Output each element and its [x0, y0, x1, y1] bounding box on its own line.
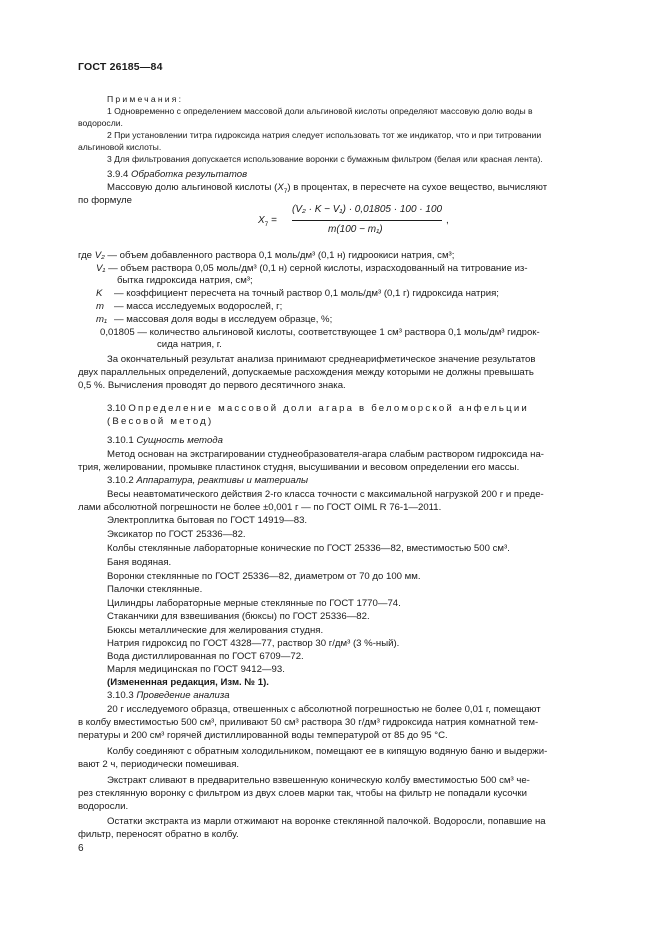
formula-fraction-bar	[292, 220, 442, 221]
procedure-line: Остатки экстракта из марли отжимают на воронке стеклянной палочкой. Водоросли, попавшие на	[107, 816, 546, 827]
formula-lhs-var: X	[258, 215, 265, 226]
var-v1	[96, 263, 636, 275]
var-m-symbol: m	[96, 301, 104, 312]
note-1-line-2: водоросли.	[78, 118, 123, 128]
var-v1-cont: бытка гидроксида натрия, см³;	[117, 275, 253, 286]
section-3-10-heading	[107, 403, 647, 415]
equipment-item: лами абсолютной погрешности не более ±0,001 г — по ГОСТ OIML R 76-1—2011.	[78, 502, 442, 513]
equipment-item: Баня водяная.	[107, 557, 172, 568]
var-constant	[100, 327, 640, 339]
formula-denominator: m(100 − m₁)	[328, 224, 383, 235]
equipment-item: Марля медицинская по ГОСТ 9412—93.	[107, 664, 285, 675]
note-1-line-1: 1 Одновременно с определением массовой доли альгиновой кислоты определяют массовую долю воды в	[107, 106, 533, 116]
document-header-code: ГОСТ 26185—84	[78, 61, 163, 73]
section-title: Проведение анализа	[136, 690, 230, 701]
section-3-9-4-heading	[107, 169, 647, 181]
section-3-10-1-heading	[107, 435, 647, 447]
procedure-line: вают 2 ч, периодически помешивая.	[78, 759, 240, 770]
intro-var: X	[277, 182, 284, 193]
section-number: 3.9.4	[107, 169, 129, 180]
method-line-1: Метод основан на экстрагировании студнеобразователя-агара слабым раствором гидроксида на-	[107, 449, 544, 460]
section-number: 3.10.3	[107, 690, 134, 701]
section-title: Обработка результатов	[131, 169, 248, 180]
formula-equals: =	[268, 215, 277, 226]
where-prefix: где	[78, 250, 93, 261]
equipment-item: Колбы стеклянные лабораторные конические по ГОСТ 25336—82, вместимостью 500 см³.	[107, 543, 510, 554]
procedure-line: рез стеклянную воронку с фильтром из двух слоев марки так, чтобы на фильтр не попадали кусочки	[78, 788, 527, 799]
section-title: Аппаратура, реактивы и материалы	[136, 475, 309, 486]
formula-lhs	[258, 215, 277, 226]
method-line-2: трия, желировании, промывке пластинок студня, высушивании и весовом определении его массы.	[78, 462, 520, 473]
equipment-item: Бюксы металлические для желирования студня.	[107, 625, 324, 636]
section-3-10-heading-cont: (Весовой метод)	[107, 416, 214, 427]
section-number: 3.10.2	[107, 475, 134, 486]
var-constant-text: — количество альгиновой кислоты, соответствующее 1 см³ раствора 0,1 моль/дм³ гидрок-	[137, 327, 540, 338]
equipment-item: Стаканчики для взвешивания (бюксы) по ГОСТ 25336—82.	[107, 611, 370, 622]
intro-text-a: Массовую долю альгиновой кислоты (	[107, 182, 278, 193]
procedure-line: в колбу вместимостью 500 см³, приливают 50 см³ раствора 30 г/дм³ гидроксида натрия комнатной тем-	[78, 717, 539, 728]
formula-intro-line-2: по формуле	[78, 195, 132, 206]
intro-var-sub: 7	[283, 187, 288, 195]
procedure-line: пературы и 200 см³ горячей дистиллированной воды температурой от 85 до 95 °С.	[78, 730, 448, 741]
section-3-10-2-heading	[107, 475, 647, 487]
equipment-item: Цилиндры лабораторные мерные стеклянные по ГОСТ 1770—74.	[107, 598, 401, 609]
procedure-line: Экстракт сливают в предварительно взвешенную коническую колбу вместимостью 500 см³ че-	[107, 775, 530, 786]
formula-intro-line-1	[107, 182, 647, 194]
formula-comma: ,	[446, 215, 449, 226]
var-k	[96, 288, 636, 300]
note-3: 3 Для фильтрования допускается использование воронки с бумажным фильтром (белая или красная лента).	[107, 154, 543, 164]
note-2-line-2: альгиновой кислоты.	[78, 142, 162, 152]
final-line-3: 0,5 %. Вычисления проводят до первого десятичного знака.	[78, 380, 346, 391]
section-3-10-3-heading	[107, 690, 647, 702]
procedure-line: фильтр, переносят обратно в колбу.	[78, 829, 239, 840]
equipment-item: Палочки стеклянные.	[107, 584, 203, 595]
var-v1-text: — объем раствора 0,05 моль/дм³ (0,1 н) серной кислоты, израсходованный на титрование из-	[108, 263, 528, 274]
formula-lhs-sub: 7	[264, 221, 269, 228]
formula-numerator: (V₂ · K − V₁) · 0,01805 · 100 · 100	[292, 204, 443, 215]
note-2-line-1: 2 При установлении титра гидроксида натрия следует использовать тот же индикатор, что и при титровании	[107, 130, 542, 140]
var-m1-symbol: m₁	[96, 314, 108, 325]
var-k-symbol: K	[96, 288, 103, 299]
section-number: 3.10.1	[107, 435, 134, 446]
var-m1	[96, 314, 636, 326]
var-m-text: — масса исследуемых водорослей, г;	[114, 301, 283, 312]
var-v2	[78, 250, 618, 262]
equipment-item: Натрия гидроксид по ГОСТ 4328—77, раствор 30 г/дм³ (3 %-ный).	[107, 638, 400, 649]
var-v2-symbol: V₂	[94, 250, 105, 261]
var-constant-cont: сида натрия, г.	[157, 339, 222, 350]
notes-title: Примечания:	[107, 94, 184, 104]
procedure-line: Колбу соединяют с обратным холодильником, помещают ее в кипящую водяную баню и выдержи-	[107, 746, 548, 757]
amendment-note: (Измененная редакция, Изм. № 1).	[107, 677, 269, 688]
var-m	[96, 301, 636, 313]
equipment-item: Электроплитка бытовая по ГОСТ 14919—83.	[107, 515, 308, 526]
equipment-item: Воронки стеклянные по ГОСТ 25336—82, диаметром от 70 до 100 мм.	[107, 571, 421, 582]
final-line-2: двух параллельных определений, допускаемые расхождения между которыми не должны превышать	[78, 367, 534, 378]
var-v2-text: — объем добавленного раствора 0,1 моль/дм³ (0,1 н) гидроокиси натрия, см³;	[107, 250, 455, 261]
equipment-item: Весы неавтоматического действия 2-го класса точности с максимальной нагрузкой 200 г и преде-	[107, 489, 544, 500]
var-k-text: — коэффициент пересчета на точный раствор 0,1 моль/дм³ (0,1 г) гидроксида натрия;	[114, 288, 499, 299]
intro-text-b: ) в процентах, в пересчете на сухое вещество, вычисляют	[287, 182, 548, 193]
var-m1-text: — массовая доля воды в исследуем образце, %;	[114, 314, 333, 325]
formula	[258, 204, 498, 244]
procedure-line: водоросли.	[78, 801, 129, 812]
section-number: 3.10	[107, 403, 126, 414]
var-constant-value: 0,01805	[100, 327, 135, 338]
section-title: Сущность метода	[136, 435, 223, 446]
var-v1-symbol: V₁	[96, 263, 106, 274]
equipment-item: Эксикатор по ГОСТ 25336—82.	[107, 529, 246, 540]
final-line-1: За окончательный результат анализа принимают среднеарифметическое значение результатов	[107, 354, 536, 365]
section-title: Определение массовой доли агара в беломорской анфельции	[128, 403, 529, 414]
equipment-item: Вода дистиллированная по ГОСТ 6709—72.	[107, 651, 304, 662]
procedure-line: 20 г исследуемого образца, отвешенных с абсолютной погрешностью не более 0,01 г, помещают	[107, 704, 541, 715]
page-number: 6	[78, 843, 84, 854]
